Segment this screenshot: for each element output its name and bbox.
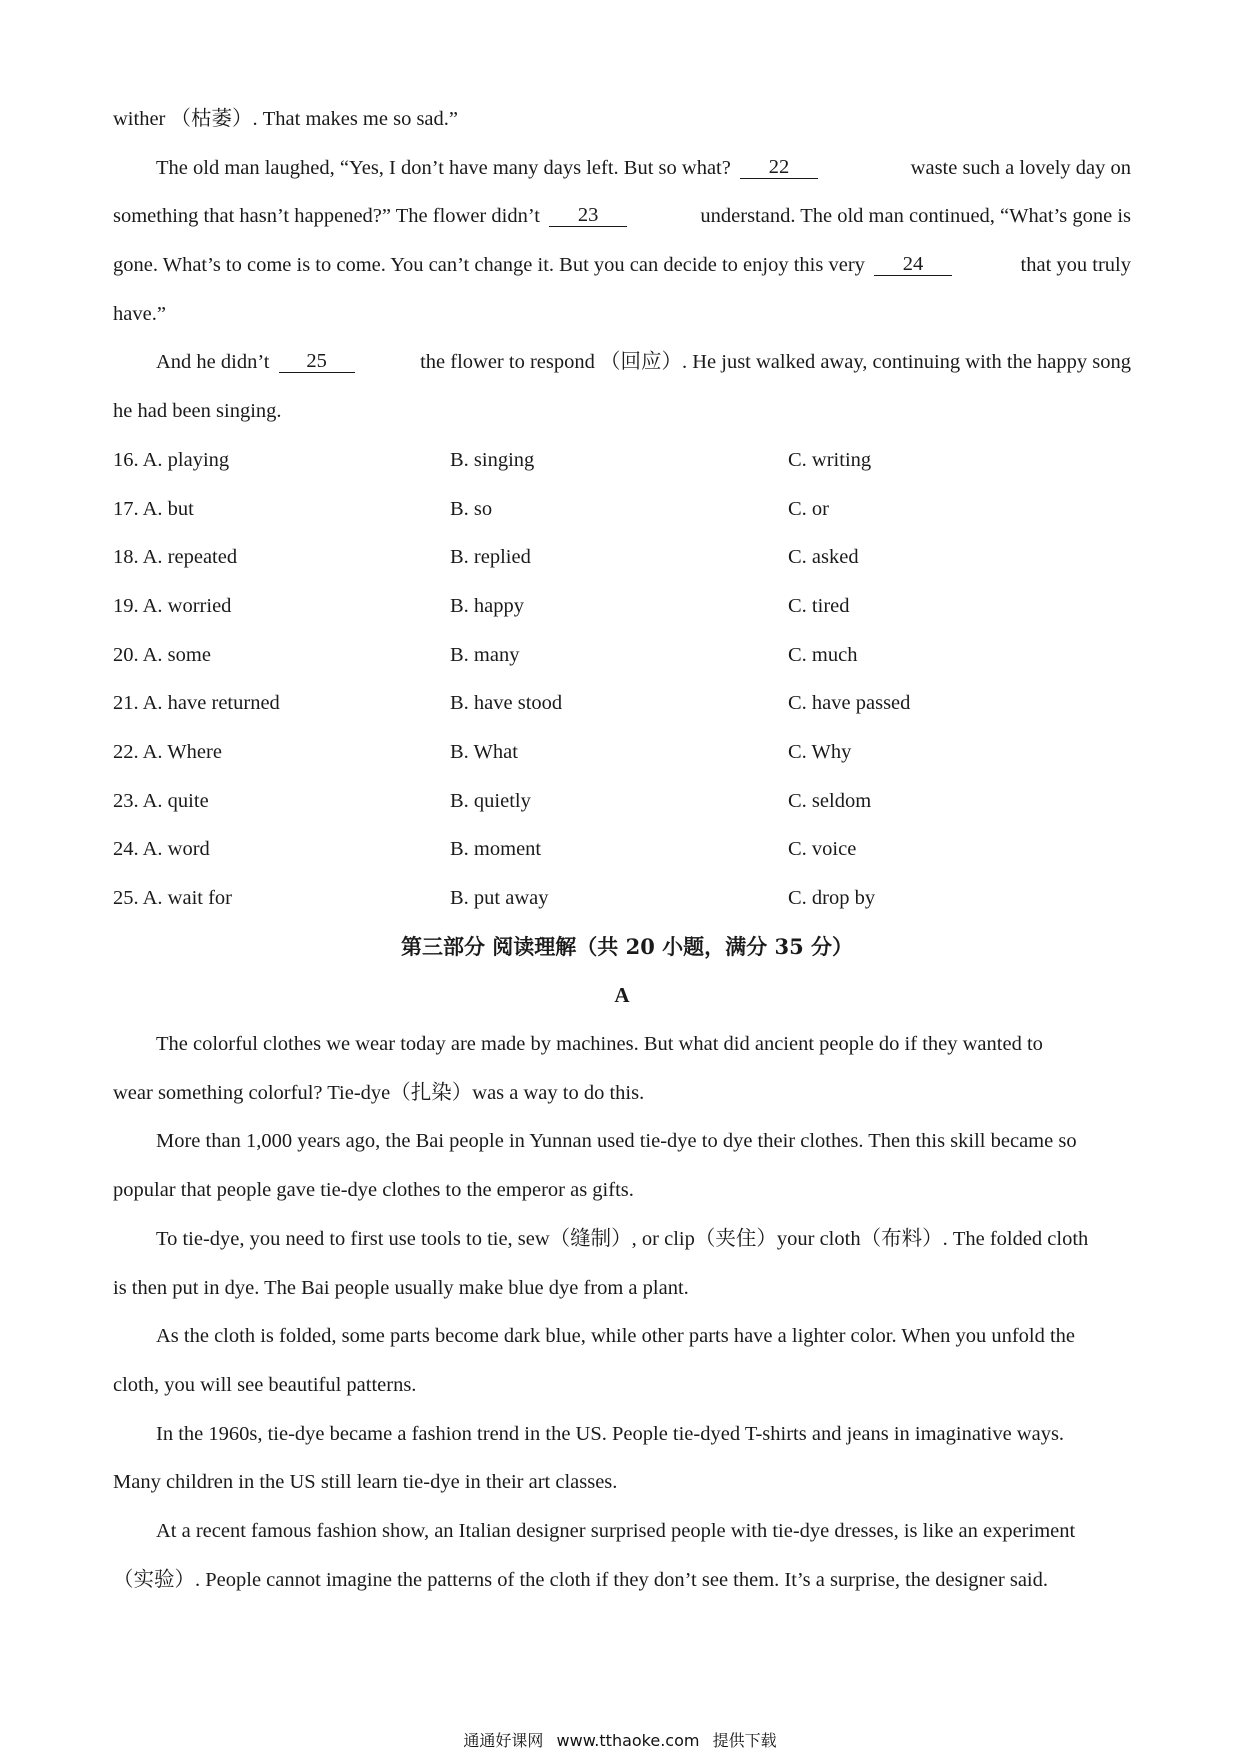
option-a: 21. A. have returned xyxy=(113,692,280,715)
option-row xyxy=(113,874,1131,923)
passage-line: At a recent famous fashion show, an Italian designer surprised people with tie-dye dresses, is like an experiment xyxy=(156,1519,1076,1542)
reading-passage xyxy=(113,1020,1131,1604)
passage-line: cloth, you will see beautiful patterns. xyxy=(113,1373,417,1396)
passage-line: In the 1960s, tie-dye became a fashion trend in the US. People tie-dyed T-shirts and jeans in imaginative ways. xyxy=(156,1422,1065,1445)
option-b: B. moment xyxy=(450,838,542,861)
options-list xyxy=(113,436,1131,923)
option-b: B. quietly xyxy=(450,789,531,812)
option-c: C. have passed xyxy=(788,692,911,715)
option-b: B. replied xyxy=(450,546,531,569)
option-b: B. singing xyxy=(450,448,535,471)
passage-line: As the cloth is folded, some parts become dark blue, while other parts have a lighter color. When you unfold the xyxy=(156,1325,1076,1348)
option-row xyxy=(113,777,1131,826)
option-b: B. have stood xyxy=(450,692,563,715)
passage-line: is then put in dye. The Bai people usually make blue dye from a plant. xyxy=(113,1276,689,1299)
option-c: C. voice xyxy=(788,838,857,861)
section-heading: 第三部分 阅读理解（共 20 小题，满分 35 分） xyxy=(400,933,853,959)
page-footer xyxy=(0,1728,1240,1751)
cloze-line: And he didn’t 25 the flower to respond （回应）. He just walked away, continuing with the happy song xyxy=(156,350,1131,374)
blank-22: 22 xyxy=(740,156,818,179)
cloze-line: The old man laughed, “Yes, I don’t have many days left. But so what? 22 waste such a lovely day on xyxy=(156,155,1131,179)
cloze-line: gone. What’s to come is to come. You can’t change it. But you can decide to enjoy this very 24 that you truly xyxy=(113,253,1131,277)
option-a: 19. A. worried xyxy=(113,594,232,617)
option-row xyxy=(113,728,1131,777)
option-row xyxy=(113,436,1131,485)
passage-line: More than 1,000 years ago, the Bai people in Yunnan used tie-dye to dye their clothes. Then this skill became so xyxy=(156,1130,1077,1153)
cloze-line: have.” xyxy=(113,302,166,325)
option-row xyxy=(113,582,1131,631)
passage-line: popular that people gave tie-dye clothes to the emperor as gifts. xyxy=(113,1179,634,1202)
option-b: B. What xyxy=(450,740,518,763)
option-c: C. asked xyxy=(788,546,859,569)
option-row xyxy=(113,679,1131,728)
option-c: C. tired xyxy=(788,594,850,617)
option-a: 18. A. repeated xyxy=(113,546,238,569)
cloze-line: wither （枯萎）. That makes me so sad.” xyxy=(113,108,459,130)
option-b: B. put away xyxy=(450,887,549,909)
passage-line: Many children in the US still learn tie-dye in their art classes. xyxy=(113,1471,618,1494)
option-a: 24. A. word xyxy=(113,838,210,861)
passage-line: wear something colorful? Tie-dye（扎染）was a way to do this. xyxy=(113,1081,645,1104)
option-c: C. writing xyxy=(788,448,872,471)
footer-site-name: 通通好课网 xyxy=(463,1731,544,1750)
option-b: B. many xyxy=(450,643,520,666)
footer-suffix: 提供下载 xyxy=(712,1731,777,1750)
option-a: 25. A. wait for xyxy=(113,887,232,909)
footer-url[interactable]: www.tthaoke.com xyxy=(556,1731,700,1750)
option-c: C. or xyxy=(788,497,829,520)
option-row xyxy=(113,825,1131,874)
option-a: 22. A. Where xyxy=(113,740,222,763)
option-c: C. drop by xyxy=(788,887,876,909)
option-b: B. happy xyxy=(450,594,525,617)
passage-line: To tie-dye, you need to first use tools to tie, sew（缝制）, or clip（夹住）your cloth（布料）. The folded cloth xyxy=(156,1227,1089,1250)
option-a: 23. A. quite xyxy=(113,789,209,812)
option-a: 16. A. playing xyxy=(113,448,230,471)
option-c: C. much xyxy=(788,643,858,666)
passage-line: The colorful clothes we wear today are made by machines. But what did ancient people do if they wanted to xyxy=(156,1033,1043,1056)
passage-label: A xyxy=(614,983,630,1008)
option-c: C. seldom xyxy=(788,789,872,812)
passage-line: （实验）. People cannot imagine the patterns of the cloth if they don’t see them. It’s a surprise, the designer said. xyxy=(113,1568,1048,1591)
option-a: 20. A. some xyxy=(113,643,211,666)
cloze-line: he had been singing. xyxy=(113,400,282,423)
option-c: C. Why xyxy=(788,740,852,763)
option-row xyxy=(113,631,1131,680)
blank-24: 24 xyxy=(874,253,952,276)
option-row xyxy=(113,485,1131,534)
option-row xyxy=(113,533,1131,582)
document-page xyxy=(113,95,1131,1604)
option-a: 17. A. but xyxy=(113,497,194,520)
cloze-line: something that hasn’t happened?” The flower didn’t 23 understand. The old man continued, “What’s gone is xyxy=(113,204,1131,228)
blank-23: 23 xyxy=(549,204,627,227)
blank-25: 25 xyxy=(279,350,355,373)
option-b: B. so xyxy=(450,497,493,520)
